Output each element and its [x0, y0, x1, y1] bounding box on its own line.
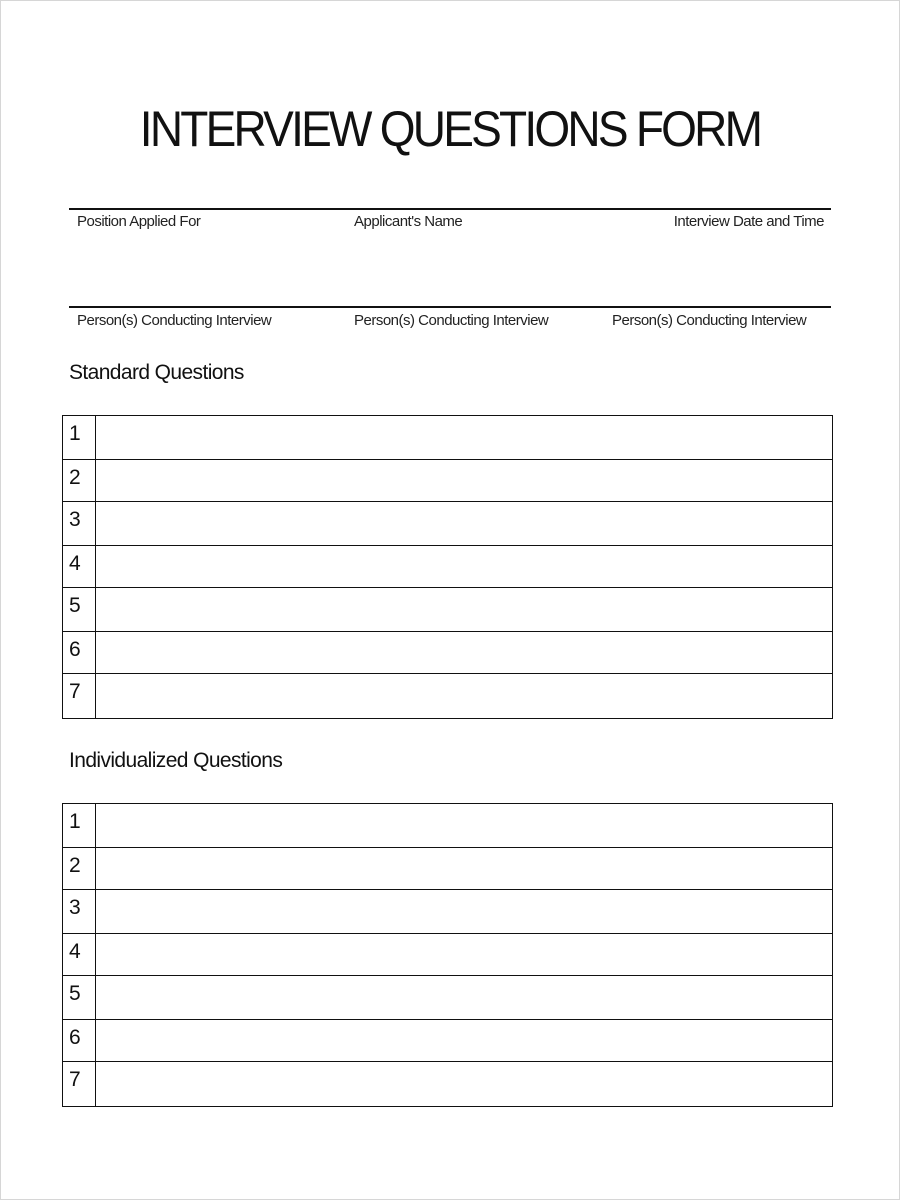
- question-number: 5: [63, 588, 96, 632]
- question-number: 5: [63, 976, 96, 1020]
- question-number: 3: [63, 890, 96, 934]
- question-number: 6: [63, 632, 96, 674]
- table-row: [63, 460, 833, 502]
- question-number: 3: [63, 502, 96, 546]
- question-number: 7: [63, 1062, 96, 1107]
- table-row: [63, 416, 833, 460]
- question-answer-cell[interactable]: [96, 890, 833, 934]
- standard-questions-heading: Standard Questions: [69, 361, 244, 384]
- table-row: [63, 848, 833, 890]
- form-title: INTERVIEW QUESTIONS FORM: [139, 101, 761, 157]
- table-row: [63, 976, 833, 1020]
- question-answer-cell[interactable]: [96, 934, 833, 976]
- question-number: 2: [63, 848, 96, 890]
- interview-date-label: Interview Date and Time: [673, 213, 824, 230]
- table-row: [63, 588, 833, 632]
- question-answer-cell[interactable]: [96, 588, 833, 632]
- table-row: [63, 632, 833, 674]
- table-row: [63, 804, 833, 848]
- position-applied-label: Position Applied For: [77, 213, 201, 230]
- question-answer-cell[interactable]: [96, 546, 833, 588]
- interviewer-label-2: Person(s) Conducting Interview: [354, 312, 549, 329]
- header-rule-bottom: [69, 306, 831, 308]
- question-answer-cell[interactable]: [96, 804, 833, 848]
- individualized-questions-table: [62, 803, 833, 1107]
- interviewer-label-1: Person(s) Conducting Interview: [77, 312, 272, 329]
- question-number: 4: [63, 934, 96, 976]
- question-answer-cell[interactable]: [96, 848, 833, 890]
- table-row: [63, 1062, 833, 1107]
- question-number: 6: [63, 1020, 96, 1062]
- question-answer-cell[interactable]: [96, 1062, 833, 1107]
- applicant-name-label: Applicant's Name: [354, 213, 463, 230]
- question-number: 2: [63, 460, 96, 502]
- table-row: [63, 674, 833, 719]
- standard-questions-table: [62, 415, 833, 719]
- question-number: 4: [63, 546, 96, 588]
- table-row: [63, 934, 833, 976]
- interviewer-label-3: Person(s) Conducting Interview: [612, 312, 807, 329]
- table-row: [63, 890, 833, 934]
- question-number: 7: [63, 674, 96, 719]
- table-row: [63, 546, 833, 588]
- table-row: [63, 502, 833, 546]
- question-answer-cell[interactable]: [96, 976, 833, 1020]
- question-answer-cell[interactable]: [96, 674, 833, 719]
- header-rule-top: [69, 208, 831, 210]
- question-number: 1: [63, 416, 96, 460]
- question-answer-cell[interactable]: [96, 502, 833, 546]
- question-answer-cell[interactable]: [96, 460, 833, 502]
- question-number: 1: [63, 804, 96, 848]
- question-answer-cell[interactable]: [96, 1020, 833, 1062]
- question-answer-cell[interactable]: [96, 632, 833, 674]
- question-answer-cell[interactable]: [96, 416, 833, 460]
- table-row: [63, 1020, 833, 1062]
- individualized-questions-heading: Individualized Questions: [69, 749, 283, 772]
